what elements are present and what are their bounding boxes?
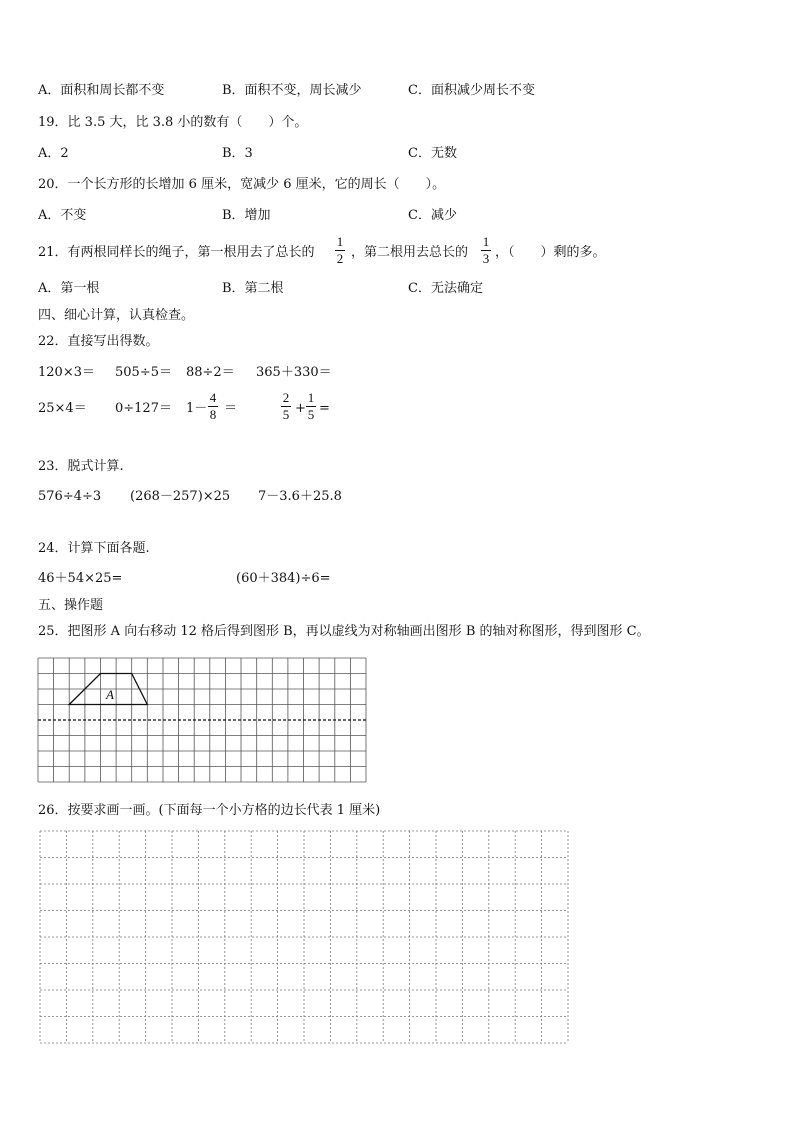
q25-grid-lines bbox=[38, 658, 366, 782]
q22-item-8-fraction-2 bbox=[306, 391, 316, 422]
q22-item-8-denominator-2: 5 bbox=[307, 407, 315, 422]
section-5-heading: 五、操作题 bbox=[38, 598, 104, 613]
q22-item-8-fraction-1 bbox=[281, 391, 291, 422]
q20-option-b: B．增加 bbox=[222, 208, 271, 223]
q20-question: 20．一个长方形的长增加 6 厘米，宽减少 6 厘米，它的周长（ ）。 bbox=[38, 177, 446, 192]
q23-item-1: 576÷4÷3 bbox=[38, 489, 102, 504]
q25-shape-label-a: A bbox=[106, 687, 114, 702]
q22-item-4: 365＋330＝ bbox=[256, 365, 332, 380]
q26-grid-lines bbox=[40, 831, 568, 1043]
q21-question-end: ，（ ）剩的多。 bbox=[495, 245, 606, 260]
q23-title: 23．脱式计算. bbox=[38, 459, 124, 474]
q19-question: 19．比 3.5 大，比 3.8 小的数有（ ）个。 bbox=[38, 115, 308, 130]
q22-item-7-fraction bbox=[208, 391, 218, 422]
q19-option-b: B．3 bbox=[222, 146, 253, 161]
q26-question: 26．按要求画一画。(下面每一个小方格的边长代表 1 厘米) bbox=[38, 803, 381, 818]
section-4-heading: 四、细心计算，认真检查。 bbox=[38, 308, 195, 323]
q22-item-1: 120×3＝ bbox=[38, 365, 95, 380]
q22-item-3: 88÷2＝ bbox=[186, 365, 235, 380]
q23-item-2: (268－257)×25 bbox=[130, 489, 231, 504]
q21-fraction-one-third-denominator: 3 bbox=[482, 251, 490, 266]
q25-grid bbox=[38, 658, 366, 784]
q20-option-a: A．不变 bbox=[38, 208, 87, 223]
q22-title: 22．直接写出得数。 bbox=[38, 334, 159, 349]
q21-option-c: C．无法确定 bbox=[408, 281, 483, 296]
q22-item-6: 0÷127＝ bbox=[115, 401, 172, 416]
q21-question-start: 21．有两根同样长的绳子，第一根用去了总长的 bbox=[38, 245, 315, 260]
q19-option-c: C．无数 bbox=[408, 146, 457, 161]
q22-item-2: 505÷5＝ bbox=[115, 365, 172, 380]
q22-item-7-prefix: 1－ bbox=[186, 401, 208, 416]
q22-item-8-numerator-1: 2 bbox=[282, 390, 290, 405]
q24-title: 24．计算下面各题. bbox=[38, 541, 150, 556]
q21-question-middle: ，第二根用去总长的 bbox=[351, 245, 469, 260]
q21-option-a: A．第一根 bbox=[38, 281, 100, 296]
q25-question: 25．把图形 A 向右移动 12 格后得到图形 B，再以虚线为对称轴画出图形 B 的轴对称图形，得到图形 C。 bbox=[38, 624, 650, 639]
q21-fraction-one-half bbox=[335, 235, 345, 266]
q18-option-c: C．面积减少周长不变 bbox=[408, 83, 535, 98]
q20-option-c: C．减少 bbox=[408, 208, 457, 223]
q24-item-2: (60＋384)÷6= bbox=[236, 571, 331, 586]
q18-option-b: B．面积不变，周长减少 bbox=[222, 83, 362, 98]
q21-option-b: B．第二根 bbox=[222, 281, 284, 296]
q21-fraction-one-third bbox=[481, 235, 491, 266]
q22-item-8-equals: = bbox=[319, 401, 330, 416]
q22-item-7-denominator: 8 bbox=[209, 407, 217, 422]
q21-fraction-one-third-numerator: 1 bbox=[482, 234, 490, 249]
q22-item-8-plus: + bbox=[295, 401, 306, 416]
q22-item-7-numerator: 4 bbox=[209, 390, 217, 405]
q19-option-a: A．2 bbox=[38, 146, 69, 161]
q22-item-8-numerator-2: 1 bbox=[307, 390, 315, 405]
q18-option-a: A．面积和周长都不变 bbox=[38, 83, 165, 98]
q26-grid bbox=[40, 831, 568, 1043]
q21-fraction-one-half-numerator: 1 bbox=[336, 234, 344, 249]
q24-item-1: 46＋54×25= bbox=[38, 571, 123, 586]
q22-item-5: 25×4＝ bbox=[38, 401, 87, 416]
q21-fraction-one-half-denominator: 2 bbox=[336, 251, 344, 266]
q22-item-7-equals: ＝ bbox=[224, 401, 238, 416]
q22-item-8-denominator-1: 5 bbox=[282, 407, 290, 422]
q23-item-3: 7－3.6＋25.8 bbox=[258, 489, 342, 504]
